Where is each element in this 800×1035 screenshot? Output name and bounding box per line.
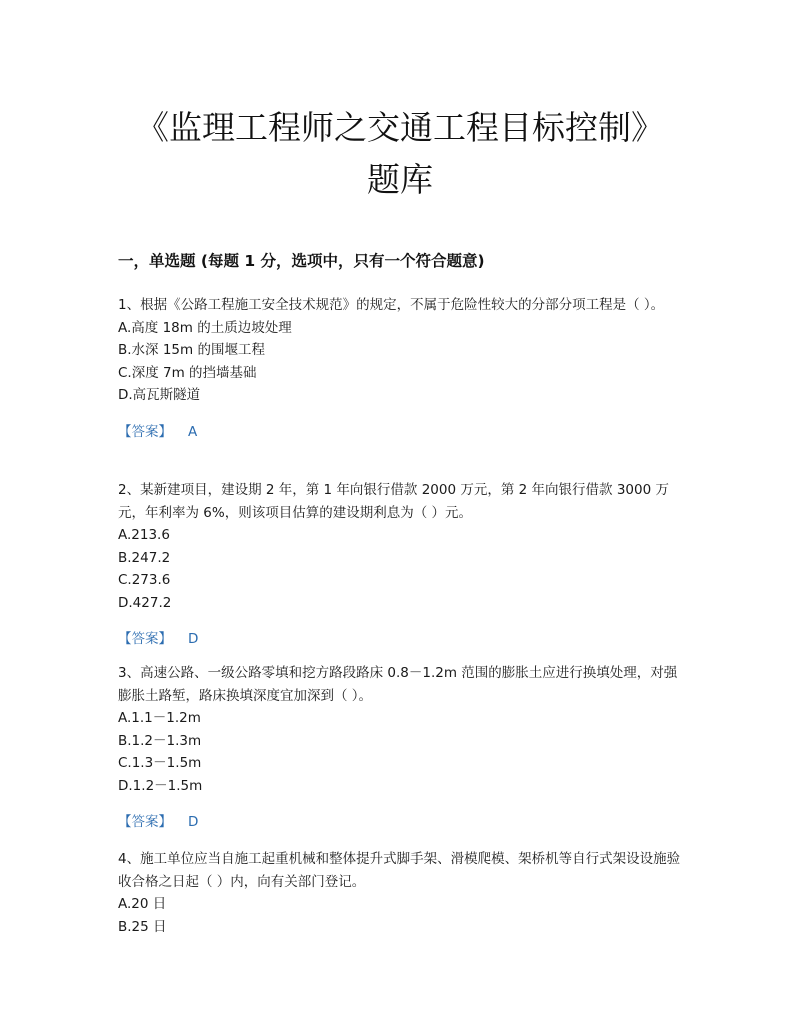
answer-value: A [188,423,198,440]
option-c: C.1.3－1.5m [118,755,202,771]
question-stem: 2、某新建项目，建设期 2 年，第 1 年向银行借款 2000 万元，第 2 年向银行借款 3000 万元，年利率为 6%，则该项目估算的建设期利息为（ ）元。 [118,482,669,521]
answer-value: D [188,814,199,830]
option-a: A.20 日 [118,896,167,912]
answer-value: D [188,631,199,647]
question-stem: 4、施工单位应当自施工起重机械和整体提升式脚手架、滑模爬模、架桥机等自行式架设设施验收合格之日起（ ）内，向有关部门登记。 [118,851,681,890]
option-b: B.25 日 [118,918,167,935]
section-heading: 一，单选题 (每题 1 分，选项中，只有一个符合题意) [118,252,485,270]
question-1 [118,294,688,443]
question-stem: 3、高速公路、一级公路零填和挖方路段路床 0.8－1.2m 范围的膨胀土应进行换填处理，对强膨胀土路堑，路床换填深度宜加深到（ ）。 [118,665,678,704]
page-title: 《监理工程师之交通工程目标控制》 [136,108,664,147]
option-c: C.深度 7m 的挡墙基础 [118,364,257,381]
answer [118,421,688,443]
option-d: D.427.2 [118,594,172,611]
answer-label: 【答案】 [118,814,172,830]
option-d: D.1.2－1.5m [118,777,203,794]
option-c: C.273.6 [118,572,171,588]
answer-label: 【答案】 [118,423,172,440]
page-title-line2: 题库 [367,160,433,199]
option-b: B.1.2－1.3m [118,732,202,749]
option-d: D.高瓦斯隧道 [118,387,201,403]
question-3 [118,662,688,833]
answer [118,811,688,833]
option-a: A.213.6 [118,527,170,543]
answer-label: 【答案】 [118,631,172,647]
option-a: A.1.1－1.2m [118,710,201,726]
question-2 [118,479,688,650]
option-a: A.高度 18m 的土质边坡处理 [118,319,292,336]
option-b: B.水深 15m 的围堰工程 [118,342,265,358]
question-4 [118,848,688,938]
option-b: B.247.2 [118,549,171,566]
answer [118,628,688,650]
question-stem: 1、根据《公路工程施工安全技术规范》的规定，不属于危险性较大的分部分项工程是（ ）。 [118,297,665,313]
